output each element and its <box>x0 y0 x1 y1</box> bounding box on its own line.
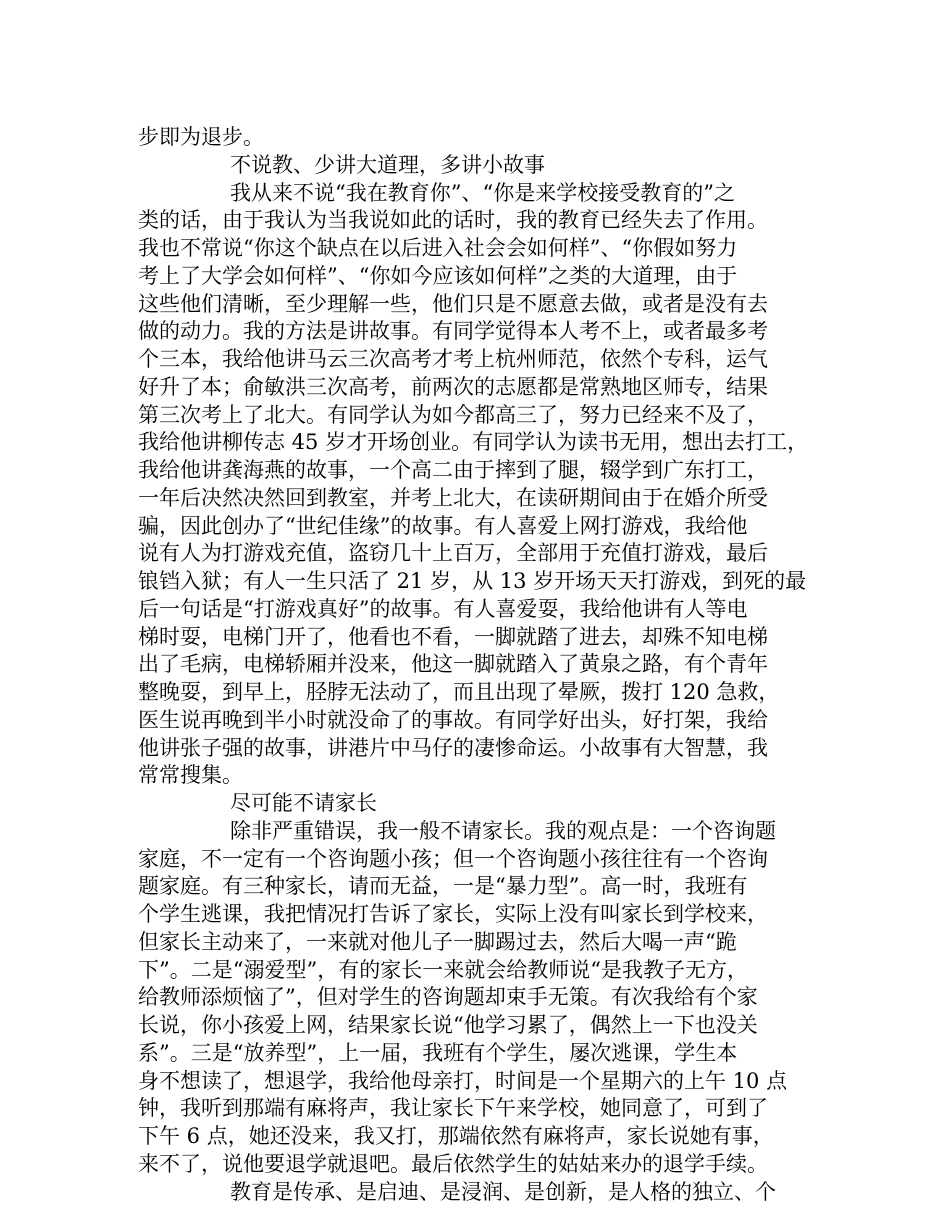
section-heading: 不说教、少讲大道理，多讲小故事 <box>230 153 545 177</box>
text-line: 长说，你小孩爱上网，结果家长说“他学习累了，偶然上一下也没关 <box>138 1013 758 1037</box>
text-line: 骗，因此创办了“世纪佳缘”的故事。有人喜爱上网打游戏，我给他 <box>138 514 748 538</box>
text-line: 家庭，不一定有一个咨询题小孩；但一个咨询题小孩往往有一个咨询 <box>138 847 768 871</box>
text-line: 教育是传承、是启迪、是浸润、是创新，是人格的独立、个 <box>230 1180 776 1204</box>
text-line: 题家庭。有三种家长，请而无益，一是“暴力型”。高一时，我班有 <box>138 874 748 898</box>
text-line: 除非严重错误，我一般不请家长。我的观点是：一个咨询题 <box>230 819 776 843</box>
text-line: 个三本，我给他讲马云三次高考才考上杭州师范，依然个专科，运气 <box>138 347 768 371</box>
text-line: 步即为退步。 <box>138 125 264 149</box>
text-line: 好升了本；俞敏洪三次高考，前两次的志愿都是常熟地区师专，结果 <box>138 375 768 399</box>
text-line: 第三次考上了北大。有同学认为如今都高三了，努力已经来不及了， <box>138 403 768 427</box>
text-line: 我给他讲龚海燕的故事，一个高二由于摔到了腿，辍学到广东打工， <box>138 458 768 482</box>
text-line: 类的话，由于我认为当我说如此的话时，我的教育已经失去了作用。 <box>138 208 768 232</box>
text-line: 系”。三是“放养型”，上一届，我班有个学生，屡次逃课，学生本 <box>138 1041 738 1065</box>
text-line: 身不想读了，想退学，我给他母亲打，时间是一个星期六的上午 10 点 <box>138 1069 788 1093</box>
text-line: 但家长主动来了，一来就对他儿子一脚踢过去，然后大喝一声“跪 <box>138 930 737 954</box>
text-line: 来不了，说他要退学就退吧。最后依然学生的姑姑来办的退学手续。 <box>138 1152 768 1176</box>
text-line: 钟，我听到那端有麻将声，我让家长下午来学校，她同意了，可到了 <box>138 1096 768 1120</box>
text-line: 整晚耍，到早上，胫脖无法动了，而且出现了晕厥，拨打 120 急救， <box>138 680 780 704</box>
text-line: 后一句话是“打游戏真好”的故事。有人喜爱耍，我给他讲有人等电 <box>138 597 748 621</box>
text-line: 考上了大学会如何样”、“你如今应该如何样”之类的大道理，由于 <box>138 264 738 288</box>
text-line: 出了毛病，电梯轿厢并没来，他这一脚就踏入了黄泉之路，有个青年 <box>138 652 768 676</box>
text-line: 医生说再晚到半小时就没命了的事故。有同学好出头，好打架，我给 <box>138 708 768 732</box>
text-line: 我给他讲柳传志 45 岁才开场创业。有同学认为读书无用，想出去打工， <box>138 430 809 454</box>
text-line: 一年后决然决然回到教室，并考上北大，在读研期间由于在婚介所受 <box>138 486 768 510</box>
text-line: 个学生逃课，我把情况打告诉了家长，实际上没有叫家长到学校来， <box>138 902 768 926</box>
text-line: 下午 6 点，她还没来，我又打，那端依然有麻将声，家长说她有事， <box>138 1124 774 1148</box>
text-line: 说有人为打游戏充值，盗窃几十上百万，全部用于充值打游戏，最后 <box>138 541 768 565</box>
text-line: 常常搜集。 <box>138 763 243 787</box>
text-line: 锒铛入狱；有人一生只活了 21 岁，从 13 岁开场天天打游戏，到死的最 <box>138 569 807 593</box>
text-line: 下”。二是“溺爱型”，有的家长一来就会给教师说“是我教子无方， <box>138 958 748 982</box>
text-line: 做的动力。我的方法是讲故事。有同学觉得本人考不上，或者最多考 <box>138 319 768 343</box>
text-line: 给教师添烦恼了”，但对学生的咨询题却束手无策。有次我给有个家 <box>138 985 758 1009</box>
section-heading: 尽可能不请家长 <box>230 791 377 815</box>
text-line: 我也不常说“你这个缺点在以后进入社会会如何样”、“你假如努力 <box>138 236 738 260</box>
text-line: 梯时耍，电梯门开了，他看也不看，一脚就踏了进去，却殊不知电梯 <box>138 625 768 649</box>
text-line: 他讲张子强的故事，讲港片中马仔的凄惨命运。小故事有大智慧，我 <box>138 736 768 760</box>
text-line: 我从来不说“我在教育你”、“你是来学校接受教育的”之 <box>230 181 735 205</box>
text-line: 这些他们清晰，至少理解一些，他们只是不愿意去做，或者是没有去 <box>138 292 768 316</box>
